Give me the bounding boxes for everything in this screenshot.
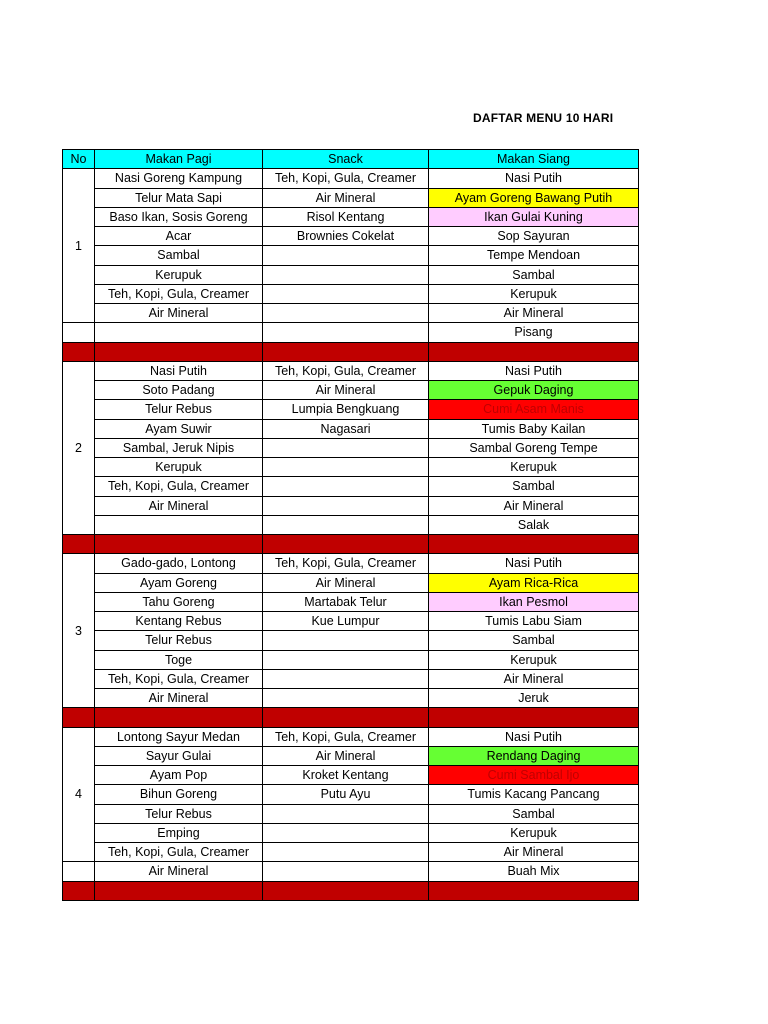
cell-no bbox=[63, 323, 95, 342]
cell-makan-pagi: Toge bbox=[95, 650, 263, 669]
cell-makan-pagi: Acar bbox=[95, 227, 263, 246]
cell-snack: Air Mineral bbox=[263, 188, 429, 207]
cell-snack bbox=[263, 631, 429, 650]
cell-makan-siang: Sambal Goreng Tempe bbox=[429, 438, 639, 457]
table-row bbox=[63, 323, 639, 342]
cell-makan-siang-highlight: Rendang Daging bbox=[429, 746, 639, 765]
table-row bbox=[63, 361, 639, 380]
cell-makan-siang: Air Mineral bbox=[429, 304, 639, 323]
table-row bbox=[63, 843, 639, 862]
cell-makan-siang: Tumis Kacang Pancang bbox=[429, 785, 639, 804]
cell-makan-siang: Pisang bbox=[429, 323, 639, 342]
cell-snack: Air Mineral bbox=[263, 746, 429, 765]
cell-makan-siang: Sambal bbox=[429, 631, 639, 650]
table-row bbox=[63, 592, 639, 611]
table-row bbox=[63, 689, 639, 708]
cell-makan-pagi: Tahu Goreng bbox=[95, 592, 263, 611]
cell-makan-pagi: Baso Ikan, Sosis Goreng bbox=[95, 207, 263, 226]
cell-makan-pagi: Sayur Gulai bbox=[95, 746, 263, 765]
table-row bbox=[63, 246, 639, 265]
table-row bbox=[63, 804, 639, 823]
cell-snack: Putu Ayu bbox=[263, 785, 429, 804]
header-makan-siang: Makan Siang bbox=[429, 150, 639, 169]
cell-snack: Risol Kentang bbox=[263, 207, 429, 226]
cell-makan-pagi: Kerupuk bbox=[95, 265, 263, 284]
cell-makan-pagi: Nasi Putih bbox=[95, 361, 263, 380]
table-row bbox=[63, 631, 639, 650]
cell-makan-siang: Kerupuk bbox=[429, 650, 639, 669]
table-row bbox=[63, 554, 639, 573]
cell-makan-siang: Nasi Putih bbox=[429, 361, 639, 380]
cell-snack: Teh, Kopi, Gula, Creamer bbox=[263, 727, 429, 746]
table-row bbox=[63, 438, 639, 457]
cell-makan-pagi: Nasi Goreng Kampung bbox=[95, 169, 263, 188]
cell-snack bbox=[263, 323, 429, 342]
cell-makan-pagi bbox=[95, 323, 263, 342]
cell-makan-siang: Kerupuk bbox=[429, 284, 639, 303]
table-row bbox=[63, 727, 639, 746]
cell-makan-pagi: Telur Rebus bbox=[95, 804, 263, 823]
cell-makan-pagi: Kerupuk bbox=[95, 458, 263, 477]
table-row bbox=[63, 227, 639, 246]
cell-makan-pagi: Teh, Kopi, Gula, Creamer bbox=[95, 477, 263, 496]
cell-makan-siang: Air Mineral bbox=[429, 843, 639, 862]
table-row bbox=[63, 669, 639, 688]
cell-snack bbox=[263, 650, 429, 669]
cell-snack bbox=[263, 438, 429, 457]
cell-makan-siang-highlight: Cumi Sambal Ijo bbox=[429, 766, 639, 785]
cell-snack: Teh, Kopi, Gula, Creamer bbox=[263, 361, 429, 380]
cell-makan-siang: Kerupuk bbox=[429, 823, 639, 842]
cell-makan-siang: Sop Sayuran bbox=[429, 227, 639, 246]
cell-snack: Kroket Kentang bbox=[263, 766, 429, 785]
day-number: 2 bbox=[63, 361, 95, 534]
cell-snack: Brownies Cokelat bbox=[263, 227, 429, 246]
cell-snack bbox=[263, 265, 429, 284]
cell-makan-pagi: Telur Rebus bbox=[95, 400, 263, 419]
table-row bbox=[63, 496, 639, 515]
cell-snack bbox=[263, 843, 429, 862]
cell-makan-pagi: Teh, Kopi, Gula, Creamer bbox=[95, 843, 263, 862]
cell-makan-siang: Kerupuk bbox=[429, 458, 639, 477]
cell-makan-siang-highlight: Gepuk Daging bbox=[429, 381, 639, 400]
cell-snack: Teh, Kopi, Gula, Creamer bbox=[263, 554, 429, 573]
table-row bbox=[63, 381, 639, 400]
day-separator bbox=[63, 535, 639, 554]
header-snack: Snack bbox=[263, 150, 429, 169]
cell-makan-siang: Sambal bbox=[429, 265, 639, 284]
table-row bbox=[63, 400, 639, 419]
day-number: 1 bbox=[63, 169, 95, 323]
cell-makan-siang-highlight: Ayam Goreng Bawang Putih bbox=[429, 188, 639, 207]
cell-snack bbox=[263, 823, 429, 842]
cell-snack: Nagasari bbox=[263, 419, 429, 438]
cell-snack bbox=[263, 862, 429, 881]
cell-makan-pagi: Air Mineral bbox=[95, 862, 263, 881]
table-row bbox=[63, 823, 639, 842]
cell-makan-pagi bbox=[95, 515, 263, 534]
day-separator bbox=[63, 881, 639, 900]
table-row bbox=[63, 265, 639, 284]
cell-snack: Lumpia Bengkuang bbox=[263, 400, 429, 419]
cell-makan-siang: Sambal bbox=[429, 477, 639, 496]
cell-snack bbox=[263, 304, 429, 323]
cell-makan-pagi: Lontong Sayur Medan bbox=[95, 727, 263, 746]
cell-snack bbox=[263, 515, 429, 534]
header-no: No bbox=[63, 150, 95, 169]
cell-snack bbox=[263, 496, 429, 515]
menu-table bbox=[62, 149, 639, 901]
table-row bbox=[63, 746, 639, 765]
cell-makan-pagi: Teh, Kopi, Gula, Creamer bbox=[95, 669, 263, 688]
table-row bbox=[63, 169, 639, 188]
cell-makan-siang: Salak bbox=[429, 515, 639, 534]
table-row bbox=[63, 477, 639, 496]
day-separator bbox=[63, 342, 639, 361]
day-separator bbox=[63, 708, 639, 727]
table-row bbox=[63, 650, 639, 669]
cell-makan-pagi: Ayam Goreng bbox=[95, 573, 263, 592]
cell-makan-pagi: Sambal bbox=[95, 246, 263, 265]
cell-makan-siang: Tumis Labu Siam bbox=[429, 612, 639, 631]
cell-makan-pagi: Ayam Suwir bbox=[95, 419, 263, 438]
cell-snack bbox=[263, 477, 429, 496]
cell-snack bbox=[263, 246, 429, 265]
cell-makan-siang: Nasi Putih bbox=[429, 169, 639, 188]
cell-makan-pagi: Soto Padang bbox=[95, 381, 263, 400]
day-number: 4 bbox=[63, 727, 95, 862]
cell-makan-pagi: Telur Mata Sapi bbox=[95, 188, 263, 207]
cell-makan-siang: Air Mineral bbox=[429, 669, 639, 688]
cell-snack: Martabak Telur bbox=[263, 592, 429, 611]
table-row bbox=[63, 419, 639, 438]
cell-makan-siang: Buah Mix bbox=[429, 862, 639, 881]
cell-makan-pagi: Ayam Pop bbox=[95, 766, 263, 785]
table-row bbox=[63, 458, 639, 477]
table-row bbox=[63, 785, 639, 804]
cell-makan-pagi: Gado-gado, Lontong bbox=[95, 554, 263, 573]
table-row bbox=[63, 304, 639, 323]
day-number: 3 bbox=[63, 554, 95, 708]
cell-makan-pagi: Sambal, Jeruk Nipis bbox=[95, 438, 263, 457]
cell-makan-siang: Nasi Putih bbox=[429, 727, 639, 746]
cell-makan-siang-highlight: Cumi Asam Manis bbox=[429, 400, 639, 419]
header-makan-pagi: Makan Pagi bbox=[95, 150, 263, 169]
cell-makan-pagi: Telur Rebus bbox=[95, 631, 263, 650]
cell-makan-siang-highlight: Ikan Pesmol bbox=[429, 592, 639, 611]
cell-makan-pagi: Air Mineral bbox=[95, 496, 263, 515]
table-row bbox=[63, 612, 639, 631]
cell-snack: Teh, Kopi, Gula, Creamer bbox=[263, 169, 429, 188]
cell-no bbox=[63, 862, 95, 881]
table-row bbox=[63, 188, 639, 207]
cell-makan-siang: Tempe Mendoan bbox=[429, 246, 639, 265]
cell-makan-siang: Nasi Putih bbox=[429, 554, 639, 573]
table-row bbox=[63, 207, 639, 226]
cell-makan-pagi: Emping bbox=[95, 823, 263, 842]
cell-makan-siang: Air Mineral bbox=[429, 496, 639, 515]
table-row bbox=[63, 766, 639, 785]
table-row bbox=[63, 515, 639, 534]
cell-snack: Air Mineral bbox=[263, 381, 429, 400]
table-row bbox=[63, 862, 639, 881]
table-row bbox=[63, 573, 639, 592]
cell-snack bbox=[263, 804, 429, 823]
cell-snack bbox=[263, 689, 429, 708]
cell-snack: Kue Lumpur bbox=[263, 612, 429, 631]
header-row bbox=[63, 150, 639, 169]
cell-makan-siang: Sambal bbox=[429, 804, 639, 823]
cell-makan-pagi: Air Mineral bbox=[95, 689, 263, 708]
cell-makan-siang-highlight: Ikan Gulai Kuning bbox=[429, 207, 639, 226]
cell-snack bbox=[263, 458, 429, 477]
table-row bbox=[63, 284, 639, 303]
cell-snack bbox=[263, 284, 429, 303]
cell-makan-pagi: Kentang Rebus bbox=[95, 612, 263, 631]
cell-snack bbox=[263, 669, 429, 688]
cell-makan-siang: Jeruk bbox=[429, 689, 639, 708]
page-title: DAFTAR MENU 10 HARI bbox=[473, 111, 614, 125]
cell-makan-siang-highlight: Ayam Rica-Rica bbox=[429, 573, 639, 592]
cell-makan-siang: Tumis Baby Kailan bbox=[429, 419, 639, 438]
cell-makan-pagi: Teh, Kopi, Gula, Creamer bbox=[95, 284, 263, 303]
cell-makan-pagi: Bihun Goreng bbox=[95, 785, 263, 804]
cell-snack: Air Mineral bbox=[263, 573, 429, 592]
cell-makan-pagi: Air Mineral bbox=[95, 304, 263, 323]
